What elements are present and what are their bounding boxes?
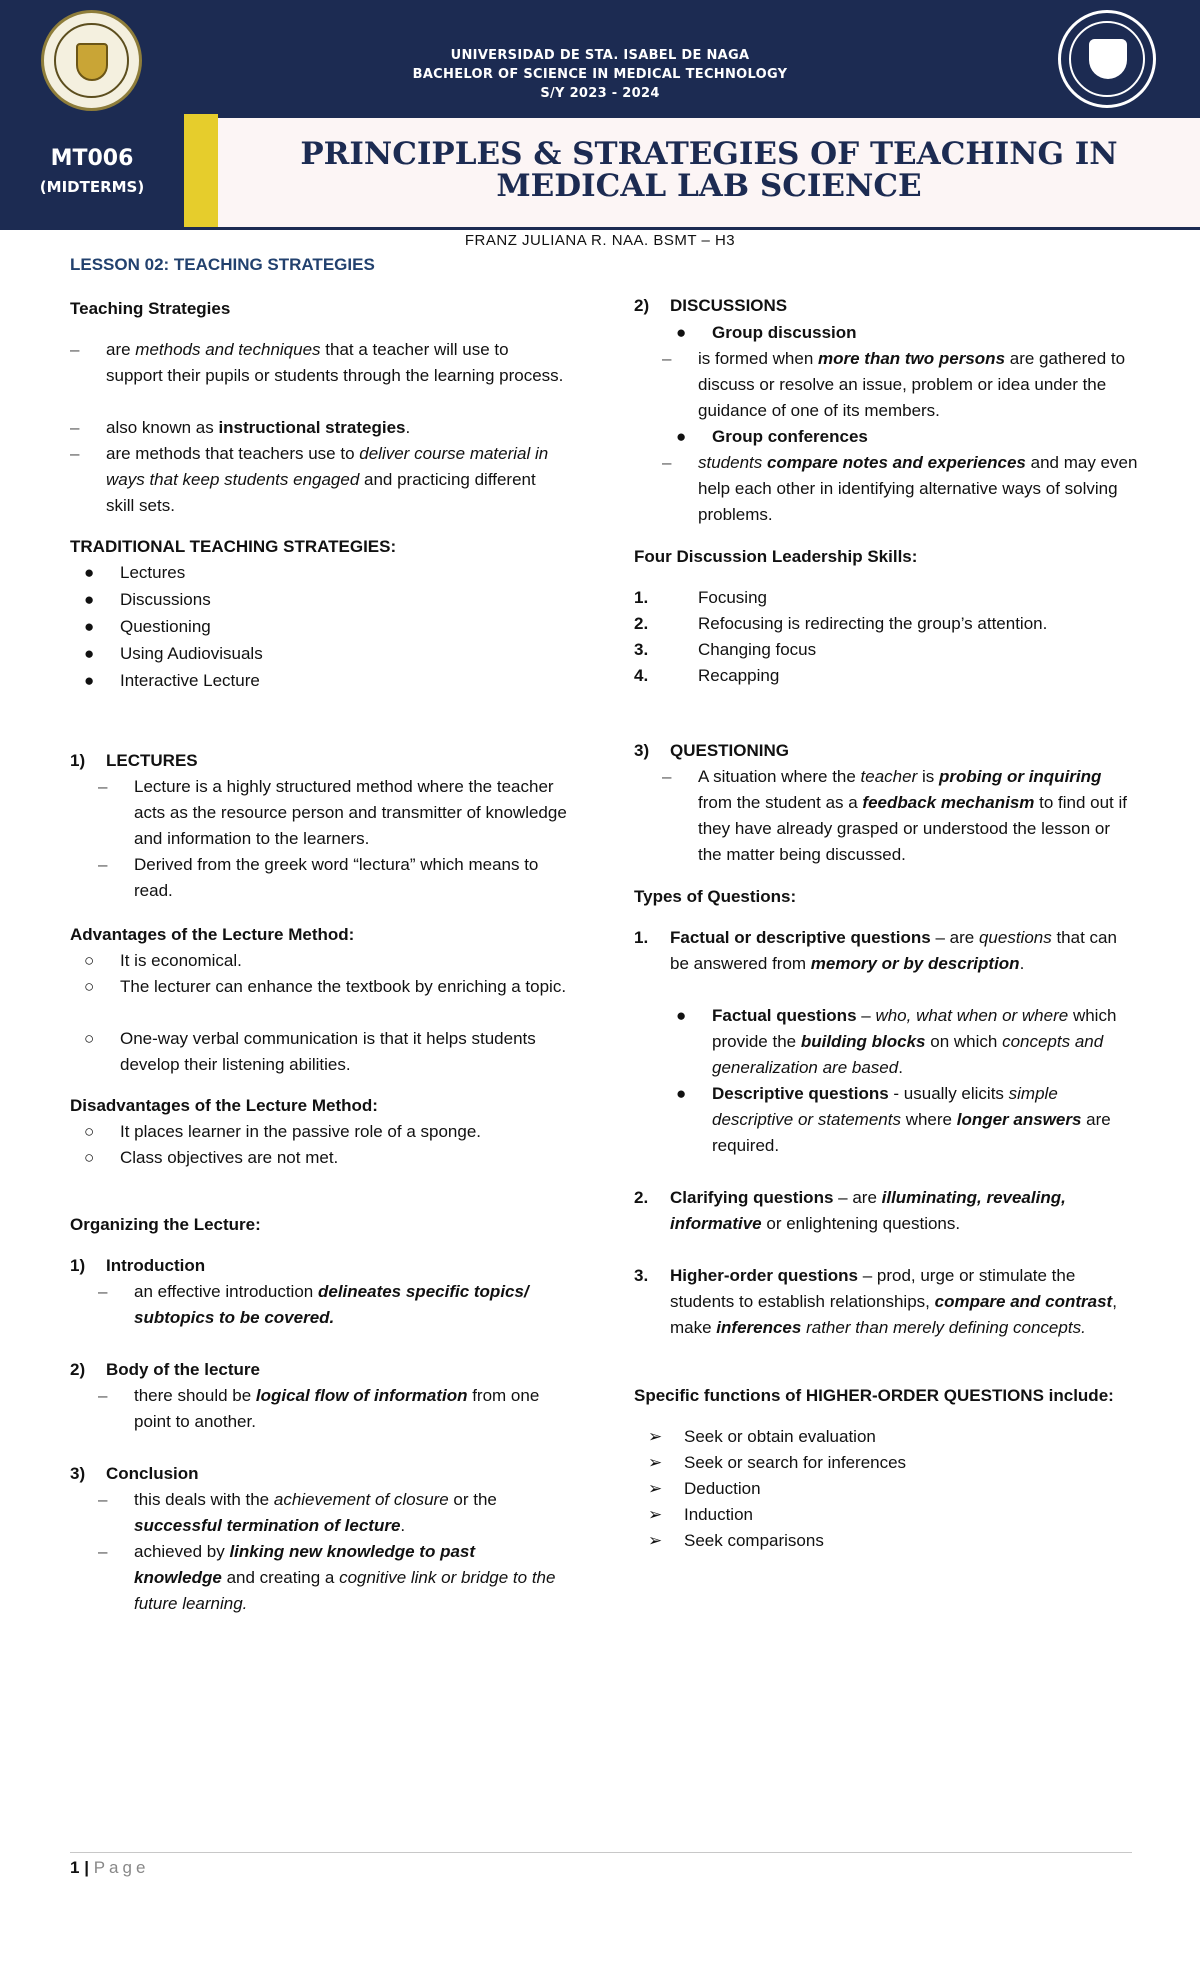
footer-divider [70,1852,1132,1853]
course-term: (MIDTERMS) [39,178,145,196]
accent-bar [184,114,218,228]
leadership-skills-heading: Four Discussion Leadership Skills: [634,547,918,566]
school-year: S/Y 2023 - 2024 [540,86,660,101]
traditional-heading: TRADITIONAL TEACHING STRATEGIES: [70,537,397,556]
page-title [218,138,1200,202]
course-box [0,118,184,228]
disadvantages-heading: Disadvantages of the Lecture Method: [70,1096,378,1115]
university-name: UNIVERSIDAD DE STA. ISABEL DE NAGA [450,48,750,63]
specific-functions-heading: Specific functions of HIGHER-ORDER QUESTIONS include: [634,1386,1114,1405]
author-line: FRANZ JULIANA R. NAA. BSMT – H3 [464,232,736,249]
advantages-heading: Advantages of the Lecture Method: [70,925,355,944]
title-line-2: MEDICAL LAB SCIENCE [496,168,922,204]
title-divider [0,227,1200,230]
page-footer [70,1858,149,1878]
page-number: 1 [70,1858,80,1877]
header-text [0,46,1200,103]
footer-separator: | [84,1858,89,1877]
title-line-1: PRINCIPLES & STRATEGIES OF TEACHING IN [300,136,1118,172]
organizing-heading: Organizing the Lecture: [70,1215,261,1234]
course-code: MT006 [50,146,134,171]
program-name: BACHELOR OF SCIENCE IN MEDICAL TECHNOLOGY [412,67,788,82]
teaching-strategies-heading: Teaching Strategies [70,299,231,318]
lesson-title: LESSON 02: TEACHING STRATEGIES [70,255,375,274]
title-box [218,118,1200,228]
page-label: Page [93,1858,150,1877]
types-heading: Types of Questions: [634,887,797,906]
